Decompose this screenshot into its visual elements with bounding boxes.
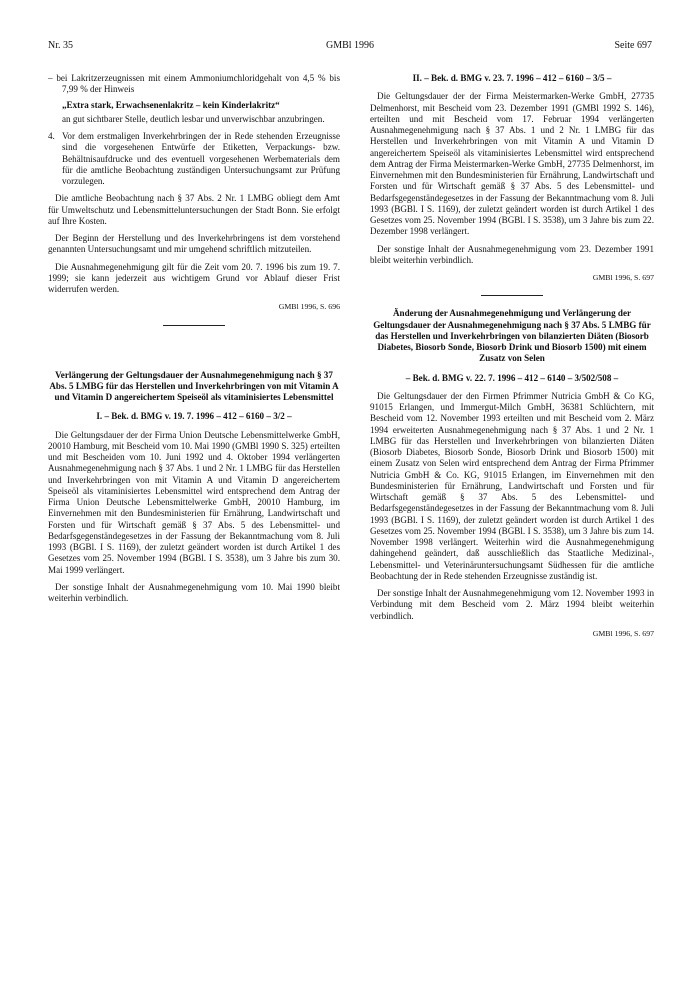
journal-title: GMBl 1996: [325, 40, 375, 51]
paragraph: Die Geltungsdauer der den Firmen Pfrimmer Nutricia GmbH & Co KG, 91015 Erlangen, und Immergut-Milch GmbH, 36381 Schlüchtern, mit Bescheid vom 12. November 1993 erteilten und mit Bescheid vom 2. März 1994 erweiterten Ausnahmegenehmigung nach § 37 Abs. 1 und 2 Nr. 1 LMBG für das Herstellen und Inverkehrbringen von bilanzierten Diäten (Biosorb Diabetes, Biosorb Sonde, Biosorb Drink und Biosorb 1500) mit einem Zusatz von Selen wird entsprechend dem Antrag der Firma Pfrimmer Nutricia GmbH & Co. KG, 91015 Erlangen, im Einvernehmen mit den Bundesministerien für Ernährung, Landwirtschaft und Forsten und für Wirtschaft gemäß § 37 Abs. 5 des Lebensmittel- und Bedarfsgegenständegesetzes in der Fassung der Bekanntmachung vom 8. Juli 1993 (BGBl. I S. 1169), der zuletzt geändert worden ist durch Artikel 1 des Gesetzes vom 25. November 1994 (BGBl. I S. 3538), um 3 Jahre bis zum 14. November 1998 verlängert. Weiterhin wird die Ausnahmegenehmigung dahingehend geändert, daß ausschließlich das Staatliche Medizinal-, Lebensmittel- und Veterinäruntersuchungsamt Südhessen für die amtliche Beobachtung der in Rede stehenden Erzeugnisse zuständig ist.: [370, 390, 654, 581]
section-subheading: II. – Bek. d. BMG v. 23. 7. 1996 – 412 – 6160 – 3/5 –: [412, 73, 612, 83]
paragraph: Die Geltungsdauer der der Firma Union Deutsche Lebensmittelwerke GmbH, 20010 Hamburg, mit Bescheid vom 10. Mai 1990 (GMBl 1990 S. 325) erteilten und mit Bescheiden vom 10. Juni 1992 und 4. Oktober 1994 verlängerten Ausnahmegenehmigung nach § 37 Abs. 1 und 2 Nr. 1 LMBG für das Herstellen und Inverkehrbringen von mit Vitamin A und Vitamin D angereichertem Speiseöl als vitaminisiertes Lebensmittel wird entsprechend dem Antrag der Firma Union Deutsche Lebensmittelwerke GmbH, 20010 Hamburg, im Einvernehmen mit den Bundesministerien für Ernährung, Landwirtschaft und Forsten und für Wirtschaft gemäß § 37 Abs. 5 des Lebensmittel- und Bedarfsgegenständegesetzes in der Fassung der Bekanntmachung vom 8. Juli 1993 (BGBl. I S. 1169), der zuletzt geändert worden ist durch Artikel 1 des Gesetzes vom 25. November 1994 (BGBl. I S. 3538), um 3 Jahre bis zum 30. Mai 1999 verlängert.: [48, 429, 340, 575]
item-number: 4.: [48, 131, 55, 141]
numbered-item-4: [48, 131, 340, 187]
list-item-continuation: an gut sichtbarer Stelle, deutlich lesbar und unverwischbar anzubringen.: [62, 113, 325, 124]
paragraph: Der sonstige Inhalt der Ausnahmegenehmigung vom 23. Dezember 1991 bleibt weiterhin verbindlich.: [370, 243, 654, 265]
section-heading: Verlängerung der Geltungsdauer der Ausnahmegenehmigung nach § 37 Abs. 5 LMBG für das Herstellen und Inverkehrbringen von mit Vitamin A und Vitamin D angereichertem Speiseöl als vitaminisiertes Lebensmittel: [49, 369, 339, 402]
citation-reference: GMBl 1996, S. 696: [278, 302, 340, 312]
paragraph: Die Ausnahmegenehmigung gilt für die Zeit vom 20. 7. 1996 bis zum 19. 7. 1999; sie kann jederzeit aus wichtigem Grund vor Ablauf dieser Frist widerrufen werden.: [48, 261, 340, 294]
citation-reference: GMBl 1996, S. 697: [592, 628, 654, 638]
section-subheading: – Bek. d. BMG v. 22. 7. 1996 – 412 – 6140 – 3/502/508 –: [405, 372, 619, 383]
paragraph: Der sonstige Inhalt der Ausnahmegenehmigung vom 12. November 1993 in Verbindung mit dem Bescheid vom 2. März 1994 bleibt weiterhin verbindlich.: [370, 588, 654, 621]
paragraph: Der sonstige Inhalt der Ausnahmegenehmigung vom 10. Mai 1990 bleibt weiterhin verbindlich.: [48, 581, 340, 603]
section-subheading: I. – Bek. d. BMG v. 19. 7. 1996 – 412 – 6160 – 3/2 –: [96, 411, 292, 422]
page-number: Seite 697: [614, 40, 652, 51]
paragraph: Die Geltungsdauer der der Firma Meistermarken-Werke GmbH, 27735 Delmenhorst, mit Bescheid vom 23. Dezember 1991 (GMBl 1992 S. 146), erteilten und mit Bescheid vom 17. Februar 1994 verlängerten Ausnahmegenehmigung nach § 37 Abs. 1 und 2 Nr. 1 LMBG für das Herstellen und Inverkehrbringen von mit Vitamin A und Vitamin D angereichertem Speiseöl als vitaminisiertes Lebensmittel wird entsprechend dem Antrag der Firma Meistermarken-Werke GmbH, 27735 Delmenhorst, im Einvernehmen mit den Bundesministerien für Ernährung, Landwirtschaft und Forsten und für Wirtschaft gemäß § 37 Abs. 5 des Lebensmittel- und Bedarfsgegenständegesetzes in der Fassung der Bekanntmachung vom 8. Juli 1993 (BGBl. I S. 1169), der zuletzt geändert worden ist durch Artikel 1 des Gesetzes vom 25. November 1994 (BGBl. I S. 3538), um 3 Jahre bis zum 22. Dezember 1998 verlängert.: [370, 91, 654, 237]
left-column: [48, 73, 340, 610]
item-text: Vor dem erstmaligen Inverkehrbringen der in Rede stehenden Erzeugnisse sind die vorgesehenen Entwürfe der Etiketten, Verpackungs- bzw. Behältnisaufdrucke und des eventuell vorgesehenen Werbematerials dem für die amtliche Beobachtung zuständigen Untersuchungsamt zur Prüfung vorzulegen.: [62, 131, 340, 186]
list-item-lakritz: – bei Lakritzerzeugnissen mit einem Ammoniumchloridgehalt von 4,5 % bis 7,99 % der Hinweis: [48, 73, 340, 95]
section-divider: [163, 325, 225, 326]
section-divider: [481, 295, 543, 296]
citation-reference: GMBl 1996, S. 697: [592, 273, 654, 282]
right-column: [370, 73, 654, 639]
section-heading: Änderung der Ausnahmegenehmigung und Verlängerung der Geltungsdauer der Ausnahmegenehmigung nach § 37 Abs. 5 LMBG für das Herstellen und Inverkehrbringen von bilanzierten Diäten (Biosorb Diabetes, Biosorb Sonde, Biosorb Drink und Biosorb 1500) mit einem Zusatz von Selen: [373, 308, 651, 364]
issue-number: Nr. 35: [48, 40, 73, 51]
warning-quote: „Extra stark, Erwachsenenlakritz – kein Kinderlakritz“: [62, 99, 280, 110]
page-header: [48, 40, 652, 54]
paragraph: Die amtliche Beobachtung nach § 37 Abs. 2 Nr. 1 LMBG obliegt dem Amt für Umweltschutz und Lebensmitteluntersuchungen der Stadt Bonn. Sie erfolgt auf Ihre Kosten.: [48, 193, 340, 226]
paragraph: Der Beginn der Herstellung und des Inverkehrbringens ist dem vorstehend genannten Untersuchungsamt und mir umgehend schriftlich mitzuteilen.: [48, 233, 340, 255]
